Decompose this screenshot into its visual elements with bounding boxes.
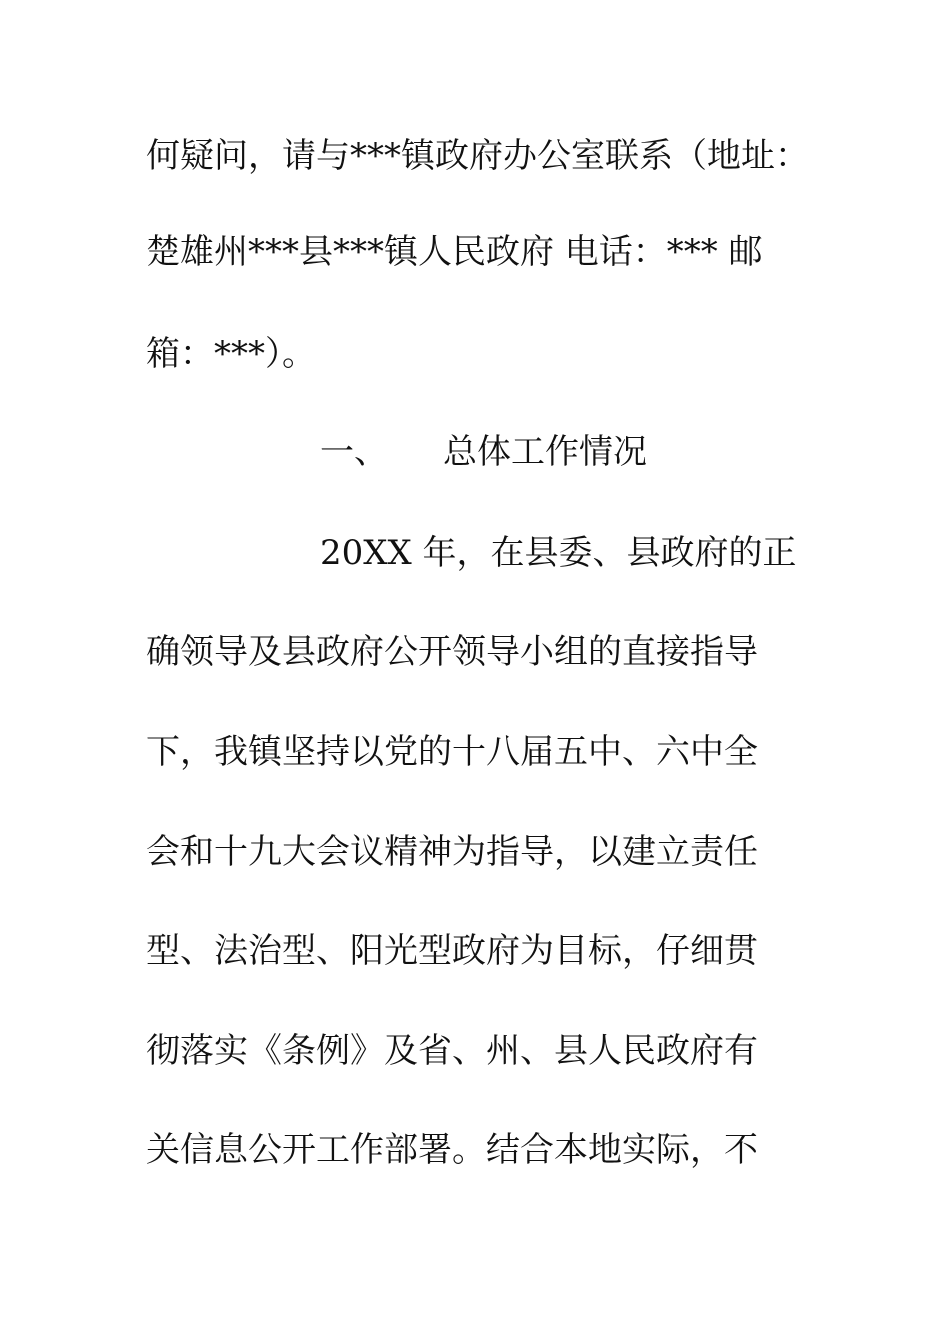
- paragraph-line-4: 会和十九大会议精神为指导，以建立责任: [146, 832, 758, 872]
- section-heading-title: 总体工作情况: [443, 432, 647, 472]
- paragraph-line-3: 下，我镇坚持以党的十八届五中、六中全: [146, 732, 758, 772]
- paragraph-line-7: 关信息公开工作部署。结合本地实际，不: [146, 1130, 758, 1170]
- paragraph-line-1: 20XX 年，在县委、县政府的正: [320, 533, 797, 573]
- text-line-2: 楚雄州***县***镇人民政府 电话：*** 邮: [146, 232, 763, 272]
- text-line-3: 箱：***）。: [146, 334, 316, 374]
- text-line-1: 何疑问，请与***镇政府办公室联系（地址：: [146, 136, 809, 176]
- paragraph-line-5: 型、法治型、阳光型政府为目标，仔细贯: [146, 931, 758, 971]
- section-heading-number: 一、: [320, 432, 388, 472]
- paragraph-line-6: 彻落实《条例》及省、州、县人民政府有: [146, 1031, 758, 1071]
- paragraph-line-2: 确领导及县政府公开领导小组的直接指导: [146, 632, 758, 672]
